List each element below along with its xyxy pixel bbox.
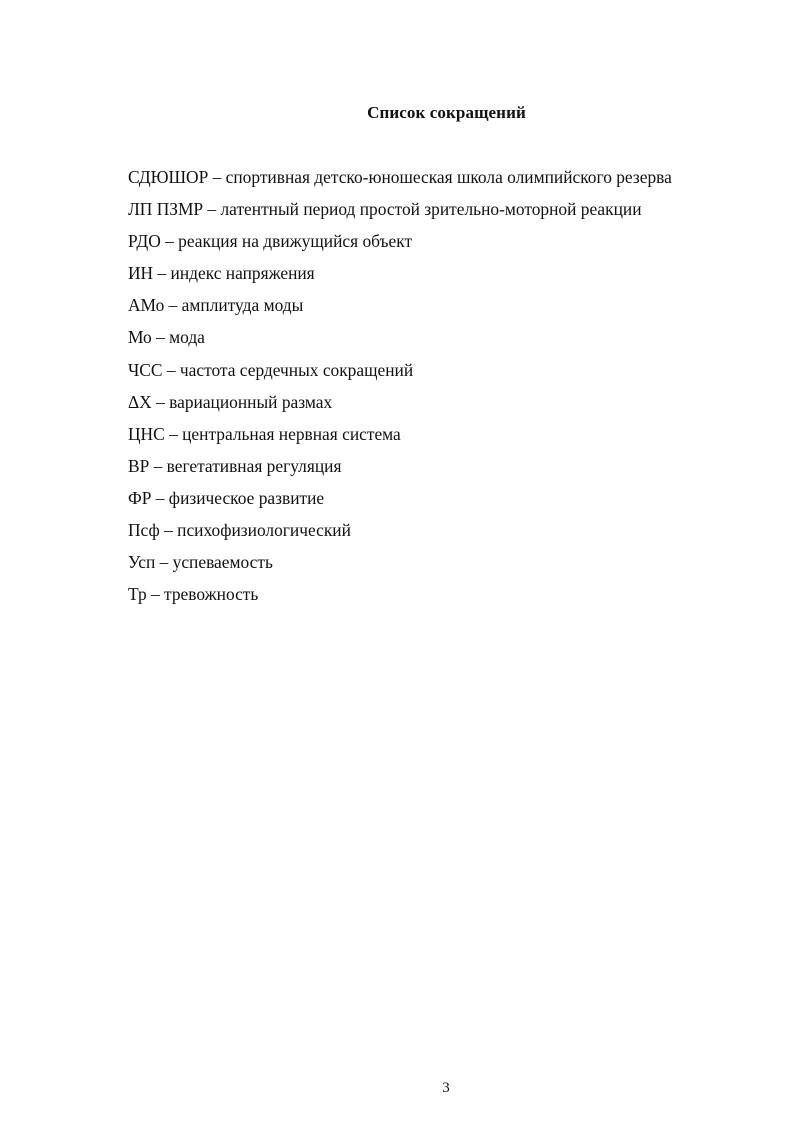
abbreviation-item: ЛП ПЗМР – латентный период простой зрительно-моторной реакции	[128, 199, 642, 220]
abbreviation-item: Усп – успеваемость	[128, 552, 273, 573]
abbreviation-item: ФР – физическое развитие	[128, 487, 325, 508]
abbreviation-item: Мо – мода	[128, 327, 205, 348]
abbreviation-item: ВР – вегетативная регуляция	[128, 455, 342, 476]
abbreviation-item: ЧСС – частота сердечных сокращений	[128, 359, 414, 380]
abbreviation-list	[128, 166, 672, 615]
abbreviation-item: АМо – амплитуда моды	[128, 295, 304, 316]
abbreviation-item: Тр – тревожность	[128, 584, 259, 605]
abbreviation-item: ИН – индекс напряжения	[128, 263, 315, 284]
page-title: Список сокращений	[367, 103, 526, 122]
page-number: 3	[442, 1080, 450, 1096]
abbreviation-item: ЦНС – центральная нервная система	[128, 423, 401, 444]
abbreviation-item: Псф – психофизиологический	[128, 520, 351, 541]
abbreviation-item: ΔХ – вариационный размах	[128, 391, 333, 412]
abbreviation-item: РДО – реакция на движущийся объект	[128, 231, 413, 252]
abbreviation-item: СДЮШОР – спортивная детско-юношеская школа олимпийского резерва	[128, 167, 672, 187]
